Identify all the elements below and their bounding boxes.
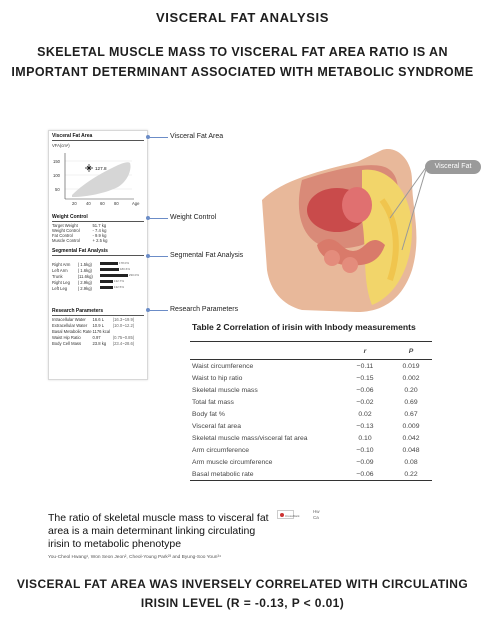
stomach bbox=[342, 187, 372, 223]
table-row: Left Arm ( 1.6kg) 180.6% bbox=[52, 268, 144, 273]
conclusion-text: VISCERAL FAT AREA WAS INVERSELY CORRELATED WITH CIRCULATING IRISIN LEVEL (R = -0.13, P < 0.01) bbox=[16, 577, 469, 610]
table-row: Right Leg ( 2.9kg) 132.7% bbox=[52, 280, 144, 285]
vfa-chart bbox=[52, 141, 146, 207]
table-row: Trunk (11.6kg) 230.0% bbox=[52, 274, 144, 279]
callout-line bbox=[148, 218, 168, 219]
table-row: Weight Control - 7.4 kg bbox=[52, 228, 107, 233]
x-axis-label: Age bbox=[132, 201, 140, 206]
vfa-value: 127.8 bbox=[95, 166, 107, 171]
vfa-marker bbox=[85, 164, 93, 172]
table-row: Waist to hip ratio −0.15 0.002 bbox=[192, 374, 420, 382]
table-title: Table 2 Correlation of irisin with Inbody measurements bbox=[192, 322, 416, 332]
table-row: Waist Hip Ratio 0.97 (0.75~0.85) bbox=[52, 335, 135, 340]
vfa-section-title: Visceral Fat Area bbox=[52, 133, 93, 139]
callout-line bbox=[148, 256, 168, 257]
vfa-axis-label: VFA(cm²) bbox=[52, 143, 70, 148]
divider bbox=[52, 315, 144, 316]
cropped-text-fragment: Hw Ca bbox=[313, 509, 320, 520]
divider bbox=[52, 221, 144, 222]
table-row: Basal metabolic rate −0.06 0.22 bbox=[190, 468, 432, 481]
col-r: r bbox=[340, 342, 390, 360]
weight-control-title: Weight Control bbox=[52, 214, 88, 220]
table-row: Right Arm ( 1.5kg) 178.0% bbox=[52, 262, 144, 267]
inbody-report bbox=[48, 130, 148, 380]
divider bbox=[52, 255, 144, 256]
table-row: Body Cell Mass 23.8 kg (23.4~28.6) bbox=[52, 341, 135, 346]
visceral-fat-label: Visceral Fat bbox=[425, 160, 481, 174]
callout-weight-control: Weight Control bbox=[170, 214, 217, 221]
page-title: VISCERAL FAT ANALYSIS bbox=[156, 10, 329, 25]
table-row: Total fat mass −0.02 0.69 bbox=[192, 398, 418, 406]
callout-line bbox=[148, 137, 168, 138]
crossmark-icon bbox=[280, 513, 284, 517]
col-p: P bbox=[390, 342, 432, 360]
intestine-loop bbox=[342, 257, 358, 273]
page-subtitle: SKELETAL MUSCLE MASS TO VISCERAL FAT AREA RATIO IS AN IMPORTANT DETERMINANT ASSOCIATED WITH METABOLIC SYNDROME bbox=[11, 45, 474, 79]
paper-headline: The ratio of skeletal muscle mass to visceral fat area is a main determinant linking circulating irisin to metabolic phenotype bbox=[48, 512, 269, 550]
table-row: Target Weight 51.7 kg bbox=[52, 223, 107, 228]
table-row: Left Leg ( 2.9kg) 132.5% bbox=[52, 286, 144, 291]
x-tick: 80 bbox=[114, 201, 119, 206]
table-row: Extracellular Water 10.9 L (10.0~12.2) bbox=[52, 323, 135, 328]
table-row: Basal Metabolic Rate 1176 kcal bbox=[52, 329, 111, 334]
x-tick: 20 bbox=[72, 201, 77, 206]
correlation-table bbox=[190, 322, 432, 481]
table-row: Arm muscle circumference −0.09 0.08 bbox=[192, 458, 418, 466]
table-row: Fat Control - 9.9 kg bbox=[52, 233, 107, 238]
crossmark-badge: CrossMark bbox=[277, 510, 294, 519]
table-row: Waist circumference −0.11 0.019 bbox=[192, 362, 420, 370]
table-row: Skeletal muscle mass/visceral fat area 0.10 0.042 bbox=[192, 434, 420, 442]
table-row: Intracellular Water 16.6 L (16.3~19.9) bbox=[52, 317, 135, 322]
callout-segmental-fat-analysis: Segmental Fat Analysis bbox=[170, 252, 244, 259]
table-row: Arm circumference −0.10 0.048 bbox=[192, 446, 420, 454]
research-title: Research Parameters bbox=[52, 308, 104, 314]
table-row: Skeletal muscle mass −0.06 0.20 bbox=[192, 386, 418, 394]
table-row: Visceral fat area −0.13 0.009 bbox=[192, 422, 420, 430]
callout-line bbox=[148, 310, 168, 311]
paper-authors: You-Cheol Hwang¹, Won Seon Jeon², Cheol-Young Park²³ and Byung-Soo Youn³⁴ bbox=[48, 555, 222, 560]
intestine-loop bbox=[324, 250, 340, 266]
y-tick: 150 bbox=[53, 159, 60, 164]
table-header-row bbox=[190, 342, 432, 360]
table-row: Body fat % 0.02 0.67 bbox=[192, 410, 418, 418]
segmental-title: Segmental Fat Analysis bbox=[52, 248, 108, 254]
callout-research-parameters: Research Parameters bbox=[170, 306, 239, 313]
callout-visceral-fat-area: Visceral Fat Area bbox=[170, 133, 224, 140]
x-tick: 60 bbox=[100, 201, 105, 206]
table-row: Muscle Control + 2.5 kg bbox=[52, 238, 108, 243]
y-tick: 50 bbox=[55, 187, 60, 192]
x-tick: 40 bbox=[86, 201, 91, 206]
y-tick: 100 bbox=[53, 173, 60, 178]
